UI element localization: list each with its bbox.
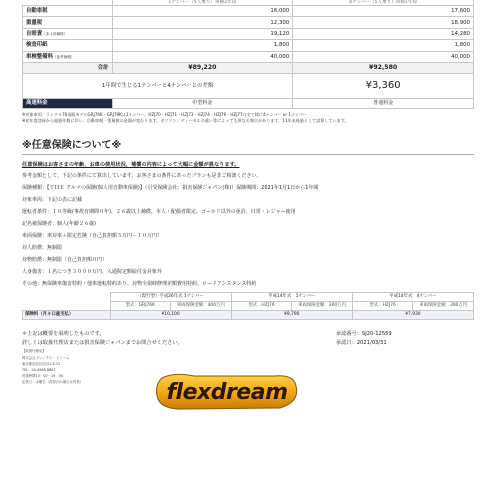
total-1-number: ¥89,220 — [112, 62, 293, 73]
approval-number: 承認番号：SJ20-12559 — [336, 331, 392, 338]
approval-date: 承認日：2021/03/31 — [336, 339, 387, 346]
difference-description: 1年間で生じる1ナンバーと4ナンバーとの差額 — [23, 74, 293, 99]
tax-note: ※初年度登録から経過年数に伴い、自動車税・重量税の金額が変わります。ガソリン／ディーゼルの違い等によっても異なる場合があります。11年未経過として試算しています。 — [22, 118, 349, 124]
insurance-title: ※任意保険について※ — [22, 140, 122, 152]
flexdream-logo — [154, 372, 300, 412]
model-code: 型式：HZJ76 — [231, 302, 292, 311]
table-header-row — [23, 293, 474, 302]
table-row — [23, 302, 474, 311]
total-label: 合計 — [23, 62, 113, 73]
insured-value: 車両保険金額：400万円 — [171, 302, 232, 311]
column-header-4-number: 4ナンバー（5人乗り）車検1年毎 — [293, 0, 474, 6]
highway-label: 高速料金 — [23, 99, 113, 109]
column-header-1-number: 1ナンバー（5人乗り）車検2年毎 — [112, 0, 293, 6]
total-row — [23, 62, 474, 73]
agency-info: 【取扱代理店】 株式会社フレックス・ドリーム 東京都渋谷区渋谷1-6-11 TEL：04-4968-8887 営業時間10：00～19：00 定休日：水曜日（祝祭日の場合は営業） — [22, 349, 84, 385]
cell-value: 19,120 — [112, 28, 293, 39]
row-label: 自動車税 — [23, 6, 113, 17]
highway-1-number: 中型料金 — [112, 99, 293, 109]
premium-label: 保険料（月々口座支払） — [23, 311, 111, 320]
row-label: 自賠責（本土用価格） — [23, 28, 113, 39]
insurance-line: 記名被保険者：個人(年齢２６歳) — [22, 221, 96, 228]
row-label: 車検整備料（参考価格） — [23, 51, 113, 62]
cell-value: 1,800 — [112, 40, 293, 51]
table-row — [23, 28, 474, 39]
cost-comparison-table — [22, 0, 474, 109]
insurance-line: 対物賠償：無制限（自己負担額０円） — [22, 257, 108, 264]
model-code: 型式：HZJ76 — [352, 302, 413, 311]
cell-value: 40,000 — [112, 51, 293, 62]
premium-value: ¥7,930 — [352, 311, 473, 320]
highway-4-number: 普通料金 — [293, 99, 474, 109]
cell-value: 18,900 — [293, 17, 474, 28]
footer — [22, 330, 474, 450]
cell-value: 1,800 — [293, 40, 474, 51]
row-label: 検査印紙 — [23, 40, 113, 51]
logo-text: flexdream — [166, 380, 288, 406]
section-divider — [22, 154, 474, 155]
insurance-line: 運転者条件：１０等級(事故有期間０年)、２６歳以上補償、本人・配偶者限定、ゴールド以外の免許、日常・レジャー使用 — [22, 209, 296, 216]
approval-info — [336, 330, 476, 347]
insured-value: 車両保険金額：300万円 — [413, 302, 474, 311]
insured-value: 車両保険金額：300万円 — [292, 302, 353, 311]
table-row — [23, 17, 474, 28]
column-header: 平成14年式 1ナンバー — [231, 293, 352, 302]
contact-note: 詳しくは取扱代理店または損害保険ジャパンまでお問合せください。 — [22, 339, 183, 346]
cell-value: 14,280 — [293, 28, 474, 39]
insurance-warning: 任意保険はお客さまの年齢、お車の使用状況、補償の内容によって大幅に金額が異なります。 — [22, 162, 240, 169]
premium-value: ¥9,790 — [231, 311, 352, 320]
table-row — [23, 6, 474, 17]
insurance-line: 対人賠償：無制限 — [22, 245, 63, 252]
insurance-line: その他：無保険車傷害特約・他車運転特約あり、対物全損時修理差額費用特約、ロードアシスタンス特約 — [22, 281, 257, 288]
premium-value: ¥10,100 — [110, 311, 231, 320]
cell-value: 16,000 — [112, 6, 293, 17]
highway-row — [23, 99, 474, 109]
insurance-line: 対象車両：下記の表に記載 — [22, 197, 83, 204]
column-header: （現行型）平成26年式 1ナンバー — [110, 293, 231, 302]
column-header: 平成14年式 4ナンバー — [352, 293, 473, 302]
model-code: 型式：GRJ76K — [110, 302, 171, 311]
insurance-premium-table — [22, 292, 474, 320]
premium-row — [23, 311, 474, 320]
insurance-line: 車両保険：車対車＋限定危険（自己負担額５万円－１０万円） — [22, 233, 163, 240]
cell-value: 17,600 — [293, 6, 474, 17]
difference-value: ¥3,360 — [293, 74, 474, 99]
insurance-line: 参考金額として、下記の条件にて算出しています。お客さまの条件にあったプランも是非ご相談ください。 — [22, 173, 262, 180]
summary-note: ＊上記は概要を説明したものです。 — [22, 331, 105, 338]
row-label: 重量税 — [23, 17, 113, 28]
insurance-line: 人身傷害：１名につき３０００万円、入通院定額給付金対象外 — [22, 269, 162, 276]
cell-value: 12,300 — [112, 17, 293, 28]
total-4-number: ¥92,580 — [293, 62, 474, 73]
table-row — [23, 51, 474, 62]
cell-value: 40,000 — [293, 51, 474, 62]
insurance-line: 保険種類：【ＴＨＥ クルマの保険(個人用自動車保険)】（引受保険会社：損害保険ジャパン(株)）保険期間：2021年1月1日から1年間 — [22, 185, 319, 192]
document-page — [22, 0, 474, 450]
vehicle-note: ※対象車両：ランクル70再販モデルGRJ76K・GRJ79Kは1ナンバー、HZJ70・HZJ71・HZJ73・HZJ74・HZJ76・HZJ77は全て様に4ナンバー or 1ナンバー — [22, 112, 307, 118]
difference-row — [23, 74, 474, 99]
table-row — [23, 40, 474, 51]
